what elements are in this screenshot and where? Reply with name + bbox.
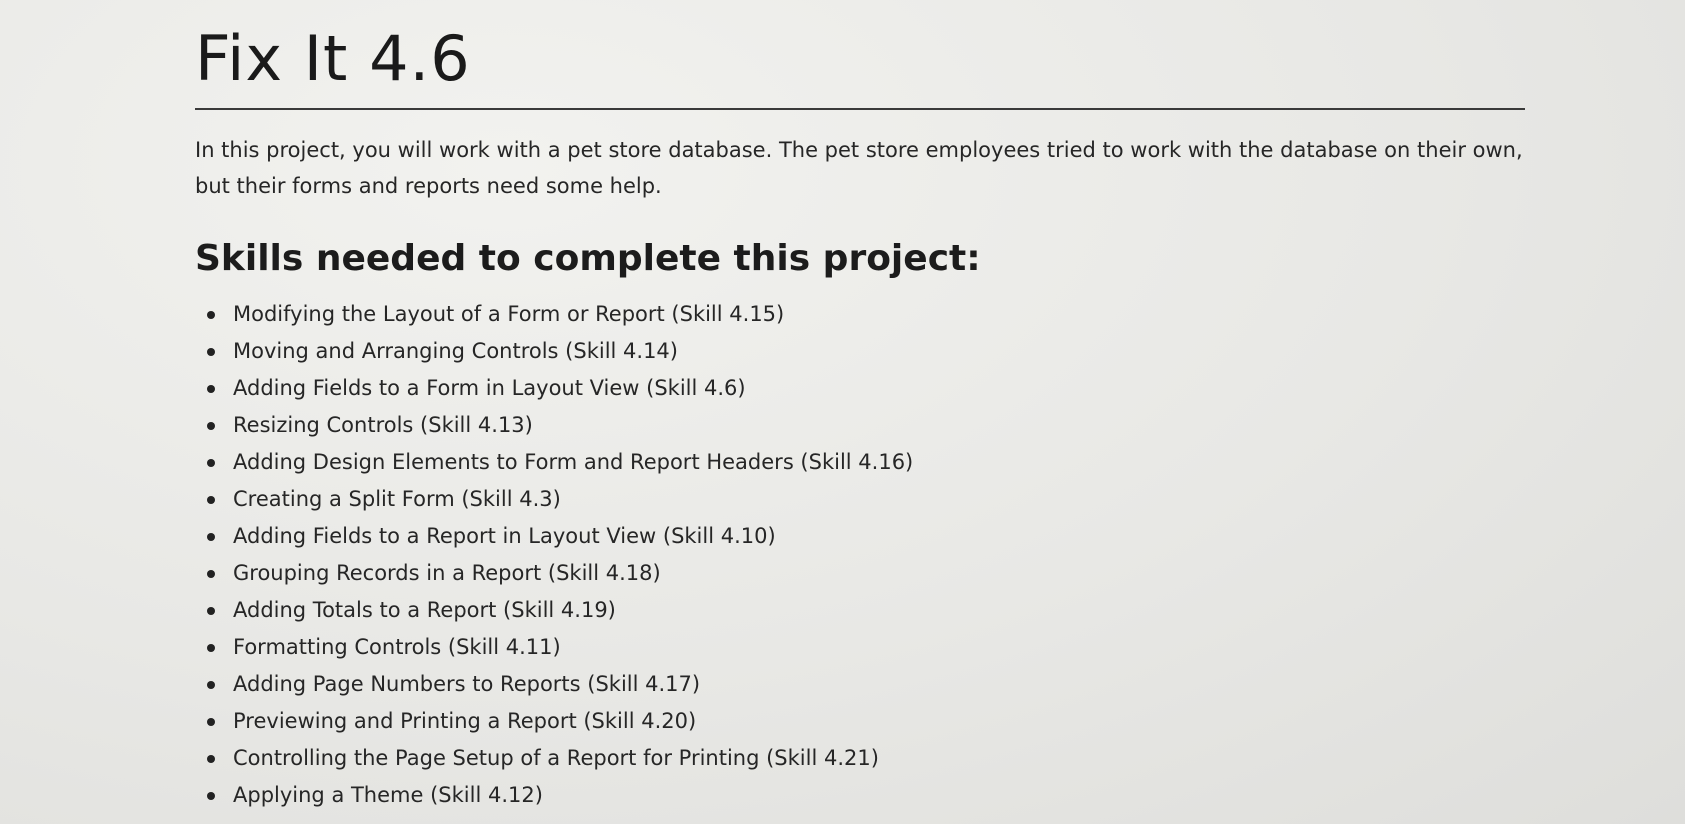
skill-text: Grouping Records in a Report (Skill 4.18) [233,561,661,585]
bullet-icon [207,459,215,467]
bullet-icon [207,681,215,689]
skill-item [195,629,1525,666]
skill-text: Formatting Controls (Skill 4.11) [233,635,561,659]
skill-text: Previewing and Printing a Report (Skill 4.20) [233,709,697,733]
skill-text: Moving and Arranging Controls (Skill 4.14) [233,339,678,363]
skill-item [195,703,1525,740]
bullet-icon [207,311,215,319]
skill-item [195,444,1525,481]
bullet-icon [207,533,215,541]
bullet-icon [207,496,215,504]
skill-item [195,333,1525,370]
skill-text: Creating a Split Form (Skill 4.3) [233,487,561,511]
skill-item [195,481,1525,518]
skill-text: Adding Fields to a Report in Layout View (Skill 4.10) [233,524,776,548]
title-divider [195,108,1525,110]
skill-text: Adding Totals to a Report (Skill 4.19) [233,598,616,622]
bullet-icon [207,607,215,615]
skill-item [195,740,1525,777]
skill-text: Adding Design Elements to Form and Report Headers (Skill 4.16) [233,450,914,474]
skill-item [195,407,1525,444]
bullet-icon [207,792,215,800]
bullet-icon [207,718,215,726]
skill-text: Resizing Controls (Skill 4.13) [233,413,533,437]
bullet-icon [207,570,215,578]
skills-heading: Skills needed to complete this project: [195,238,981,279]
skill-item [195,555,1525,592]
skill-item [195,592,1525,629]
intro-paragraph: In this project, you will work with a pet store database. The pet store employees tried to work with the database on their own, but their forms and reports need some help. [195,138,1523,198]
bullet-icon [207,755,215,763]
bullet-icon [207,422,215,430]
skill-item [195,777,1525,814]
skill-item [195,370,1525,407]
document-page [195,18,1525,814]
skill-item [195,666,1525,703]
skill-text: Applying a Theme (Skill 4.12) [233,783,543,807]
bullet-icon [207,644,215,652]
skill-item [195,296,1525,333]
page-title: Fix It 4.6 [195,22,471,95]
skill-text: Adding Page Numbers to Reports (Skill 4.17) [233,672,701,696]
skill-text: Controlling the Page Setup of a Report for Printing (Skill 4.21) [233,746,879,770]
skill-item [195,518,1525,555]
skill-text: Adding Fields to a Form in Layout View (Skill 4.6) [233,376,746,400]
skills-list [195,296,1525,814]
skill-text: Modifying the Layout of a Form or Report (Skill 4.15) [233,302,785,326]
bullet-icon [207,348,215,356]
bullet-icon [207,385,215,393]
